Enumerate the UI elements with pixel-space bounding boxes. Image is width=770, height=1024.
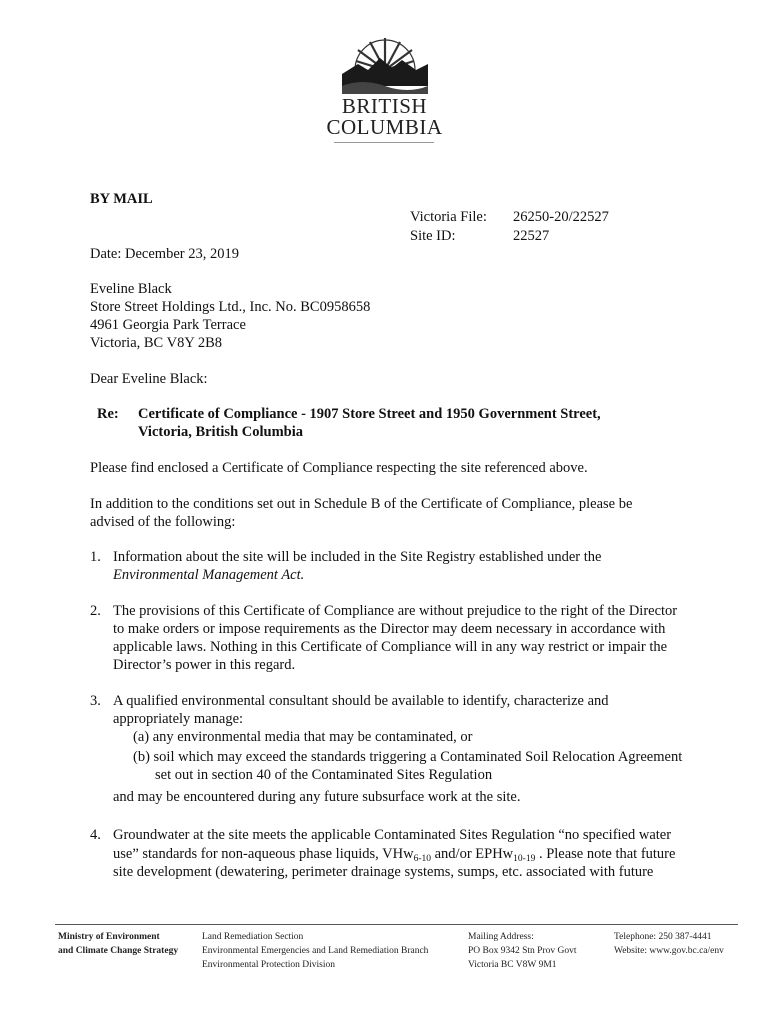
- item3-line1: A qualified environmental consultant should be available to identify, characterize and: [113, 693, 609, 709]
- re-label: Re:: [97, 406, 119, 422]
- footer-ministry-line2: and Climate Change Strategy: [58, 946, 179, 956]
- item4-line1: Groundwater at the site meets the applicable Contaminated Sites Regulation “no specified water: [113, 827, 672, 843]
- item3-line2: appropriately manage:: [113, 711, 244, 727]
- list-number-4: 4.: [90, 827, 101, 843]
- site-id-value: 22527: [513, 228, 550, 244]
- victoria-file-label: Victoria File:: [410, 209, 487, 225]
- victoria-file-value: 26250-20/22527: [513, 209, 609, 225]
- logo-divider: [334, 142, 434, 143]
- delivery-method: BY MAIL: [90, 191, 153, 207]
- footer-mail-line2: PO Box 9342 Stn Prov Govt: [468, 946, 577, 956]
- item3-sub-b-line1: (b) soil which may exceed the standards triggering a Contaminated Soil Relocation Agreement: [133, 749, 683, 765]
- item1-line1: Information about the site will be included in the Site Registry established under the: [113, 549, 602, 565]
- item1-line2: Environmental Management Act.: [113, 567, 305, 583]
- paragraph-conditions-line1: In addition to the conditions set out in Schedule B of the Certificate of Compliance, please be: [90, 496, 633, 512]
- bc-logo: [322, 34, 447, 144]
- footer-section-line1: Land Remediation Section: [202, 932, 304, 942]
- footer-section-line3: Environmental Protection Division: [202, 960, 335, 970]
- list-number-3: 3.: [90, 693, 101, 709]
- ephw-subscript: 10-19: [513, 854, 536, 864]
- logo-text-british: BRITISH: [341, 94, 428, 118]
- logo-text-columbia: COLUMBIA: [326, 115, 443, 139]
- item3-sub-a: (a) any environmental media that may be contaminated, or: [133, 729, 473, 745]
- footer-ministry-line1: Ministry of Environment: [58, 932, 160, 942]
- item4-line3: site development (dewatering, perimeter drainage systems, sumps, etc. associated with future: [113, 864, 654, 880]
- footer-mail-line1: Mailing Address:: [468, 932, 534, 942]
- list-number-1: 1.: [90, 549, 101, 565]
- footer-divider: [55, 924, 738, 925]
- sun-mountains-icon: [340, 34, 430, 96]
- item3-tail: and may be encountered during any future subsurface work at the site.: [113, 789, 521, 805]
- re-subject-line2: Victoria, British Columbia: [138, 424, 304, 440]
- footer-mail-line3: Victoria BC V8W 9M1: [468, 960, 557, 970]
- list-number-2: 2.: [90, 603, 101, 619]
- recipient-street: 4961 Georgia Park Terrace: [90, 317, 246, 333]
- recipient-city: Victoria, BC V8Y 2B8: [90, 335, 223, 351]
- salutation: Dear Eveline Black:: [90, 371, 208, 387]
- item2-line1: The provisions of this Certificate of Compliance are without prejudice to the right of the Director: [113, 603, 678, 619]
- item2-line4: Director’s power in this regard.: [113, 657, 296, 673]
- letter-date: Date: December 23, 2019: [90, 246, 239, 262]
- paragraph-enclosed: Please find enclosed a Certificate of Compliance respecting the site referenced above.: [90, 460, 588, 476]
- item2-line2: to make orders or impose requirements as the Director may deem necessary in accordance with: [113, 621, 666, 637]
- site-id-label: Site ID:: [410, 228, 456, 244]
- footer-website: Website: www.gov.bc.ca/env: [614, 946, 724, 956]
- item2-line3: applicable laws. Nothing in this Certificate of Compliance will in any way restrict or impair the: [113, 639, 668, 655]
- footer-section-line2: Environmental Emergencies and Land Remediation Branch: [202, 946, 429, 956]
- paragraph-conditions-line2: advised of the following:: [90, 514, 236, 530]
- item4-line2-a: use” standards for non-aqueous phase liquids, VHw: [113, 846, 414, 862]
- recipient-company: Store Street Holdings Ltd., Inc. No. BC0958658: [90, 299, 371, 315]
- re-subject-line1: Certificate of Compliance - 1907 Store Street and 1950 Government Street,: [138, 406, 601, 422]
- item4-line2-c: . Please note that future: [535, 846, 676, 862]
- recipient-name: Eveline Black: [90, 281, 172, 297]
- vhw-subscript: 6-10: [413, 854, 431, 864]
- item4-line2-b: and/or EPHw: [430, 846, 514, 862]
- item3-sub-b-line2: set out in section 40 of the Contaminated Sites Regulation: [155, 767, 493, 783]
- footer-phone: Telephone: 250 387-4441: [614, 932, 712, 942]
